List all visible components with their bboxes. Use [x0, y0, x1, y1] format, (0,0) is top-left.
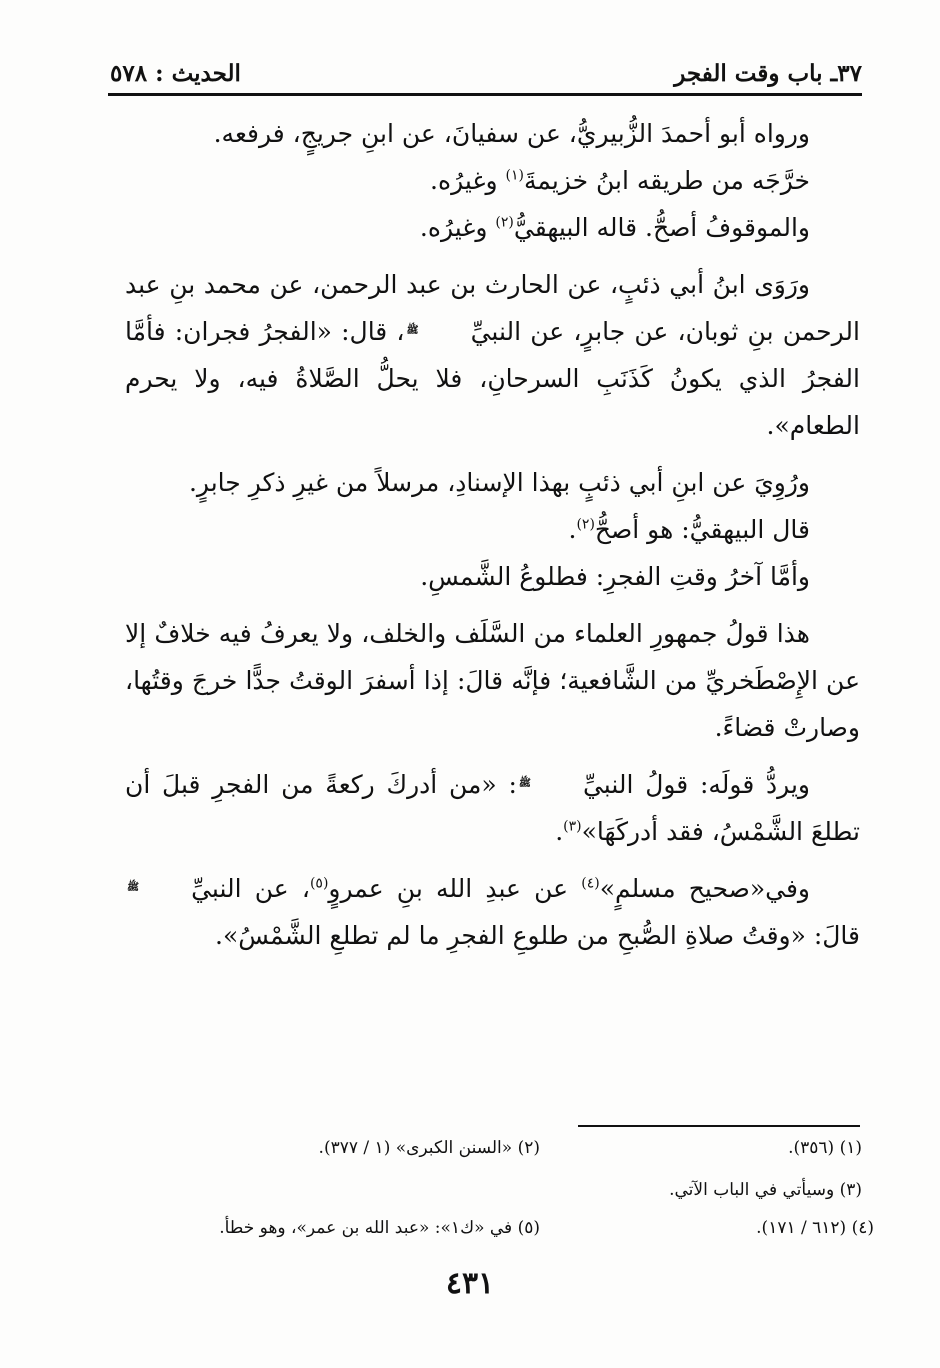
- chapter-title: ٣٧ـ باب وقت الفجر: [674, 59, 862, 87]
- salla-ligature: ﷺ: [127, 882, 140, 893]
- paragraph-5: ورُوِيَ عن ابنِ أبي ذئبٍ بهذا الإسنادِ، مرسلاً من غيرِ ذكرِ جابرٍ.: [188, 468, 810, 497]
- footnote-marker-1[interactable]: (١): [505, 167, 524, 184]
- page-number: ٤٣١: [445, 1266, 495, 1301]
- paragraph-8: هذا قولُ جمهورِ العلماء من السَّلَف والخلف، ولا يعرفُ فيه خلافٌ إلا عن الإِصْطَخريِّ من الشَّافعية؛ فإنَّه قالَ: إذا أسفرَ الوقتُ جدًّا خرجَ وقتُها، وصارتْ قضاءً.: [125, 619, 860, 742]
- header-divider: [108, 93, 862, 96]
- paragraph-2: خرَّجَه من طريقه ابنُ خزيمةَ$^{(١)}$ وغيرُه.: [430, 166, 810, 195]
- paragraph-7: وأمَّا آخرُ وقتِ الفجرِ: فطلوعُ الشَّمسِ.: [420, 562, 810, 591]
- footnote-1: (١) (٣٥٦).: [788, 1138, 862, 1158]
- footnote-marker-5[interactable]: (٥): [309, 875, 329, 892]
- salla-ligature: ﷺ: [406, 325, 419, 336]
- salla-ligature: ﷺ: [518, 778, 531, 789]
- paragraph-1: ورواه أبو أحمدَ الزُّبيريُّ، عن سفيانَ، عن ابنِ جريجٍ، فرفعه.: [213, 119, 810, 148]
- paragraph-9: ويردُّ قولَه: قولُ النبيِّﷺ: «من أدركَ ركعةً من الفجرِ قبلَ أن تطلعَ الشَّمْسُ، فقد أدركَهَا»$^{(٣)}$.: [125, 770, 860, 846]
- running-header: [110, 58, 862, 88]
- hadith-reference: الحديث : ٥٧٨: [110, 59, 241, 87]
- paragraph-3: والموقوفُ أصحُّ. قاله البيهقيُّ$^{(٢)}$ وغيرُه.: [419, 213, 810, 242]
- footnote-marker-2b[interactable]: (٢): [576, 516, 595, 533]
- footnote-marker-3[interactable]: (٣): [563, 818, 582, 835]
- paragraph-6: قال البيهقيُّ: هو أصحُّ$^{(٢)}$.: [568, 515, 810, 544]
- footnote-marker-2[interactable]: (٢): [495, 214, 514, 231]
- paragraph-10: وفي«صحيح مسلمٍ»$^{(٤)}$ عن عبدِ الله بنِ عمروٍ$^{(٥)}$، عن النبيِّﷺ قالَ: «وقتُ صلاةِ الصُّبحِ من طلوعِ الفجرِ ما لم تطلعِ الشَّمْسُ».: [127, 874, 860, 950]
- main-text: [125, 110, 860, 959]
- footnote-2: (٢) «السنن الكبرى» (١ / ٣٧٧).: [318, 1138, 540, 1158]
- footnote-4: (٤) (٦١٢ / ١٧١).: [756, 1218, 874, 1238]
- footnote-marker-4[interactable]: (٤): [581, 875, 600, 892]
- footnote-5: (٥) في «ك١»: «عبد الله بن عمر»، وهو خطأ.: [219, 1218, 540, 1238]
- footnote-3: (٣) وسيأتي في الباب الآتي.: [669, 1180, 862, 1200]
- paragraph-4: ورَوَى ابنُ أبي ذئبٍ، عن الحارث بن عبد الرحمن، عن محمد بنِ عبد الرحمن بنِ ثوبان، عن جابرٍ، عن النبيِّﷺ، قال: «الفجرُ فجران: فأمَّا الفجرُ الذي يكونُ كَذَنَبِ السرحانِ، فلا يحلُّ الصَّلاةُ فيه، ولا يحرم الطعام».: [125, 270, 860, 440]
- footnote-divider: [578, 1125, 860, 1127]
